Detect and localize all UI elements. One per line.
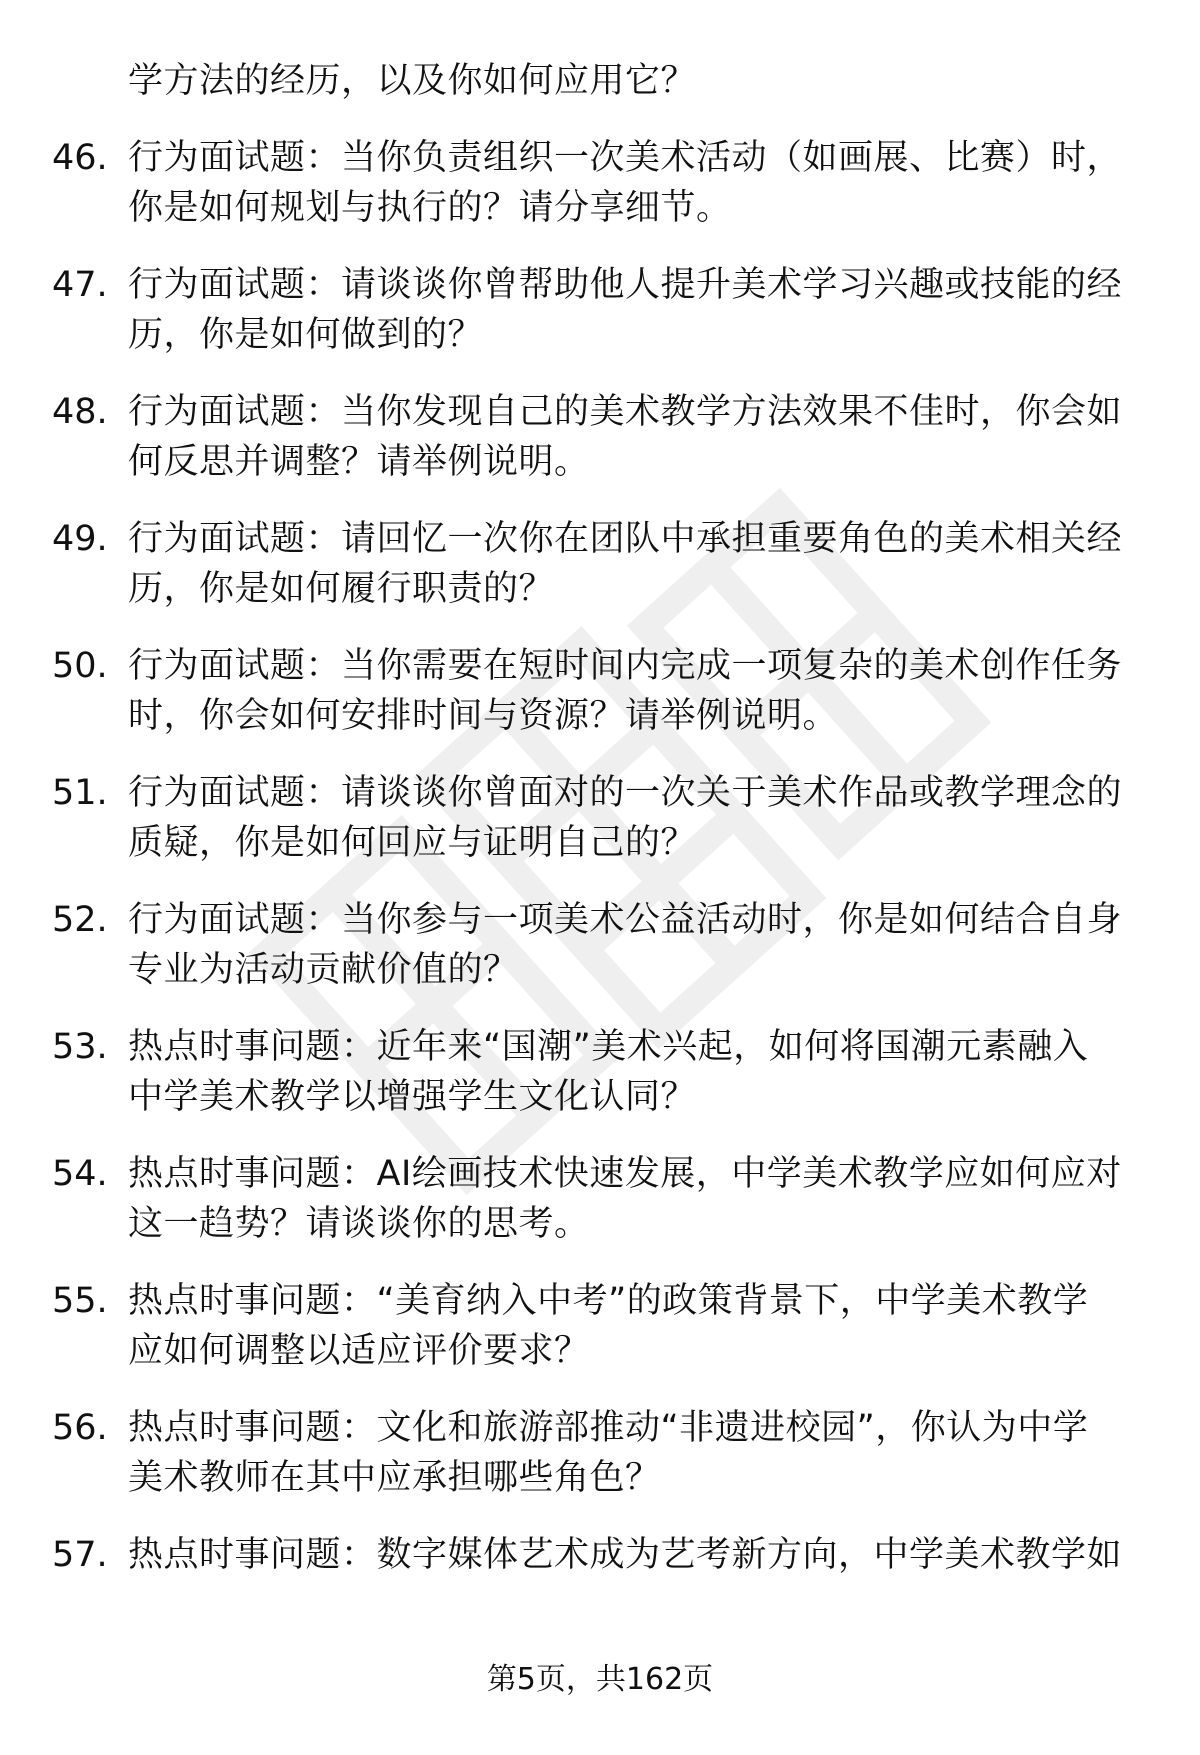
question-line: 质疑，你是如何回应与证明自己的？ [128, 823, 697, 863]
question-item [52, 1530, 1142, 1580]
question-line: 这一趋势？请谈谈你的思考。 [128, 1204, 590, 1244]
continuation-line: 学方法的经历，以及你如何应用它？ [128, 61, 697, 101]
question-text [128, 895, 1142, 995]
question-line: 美术教师在其中应承担哪些角色？ [128, 1458, 661, 1498]
question-line: 行为面试题：当你发现自己的美术教学方法效果不佳时，你会如 [128, 392, 1123, 432]
question-number: 54. [52, 1154, 108, 1194]
question-number: 52. [52, 900, 108, 940]
question-line: 行为面试题：当你需要在短时间内完成一项复杂的美术创作任务 [128, 646, 1123, 686]
question-text [128, 260, 1142, 360]
question-number: 56. [52, 1408, 108, 1448]
question-number: 57. [52, 1535, 108, 1575]
question-number: 51. [52, 773, 108, 813]
question-item [52, 387, 1142, 487]
question-line: 历，你是如何履行职责的？ [128, 569, 555, 609]
question-line: 专业为活动贡献价值的？ [128, 950, 519, 990]
question-item [52, 1022, 1142, 1122]
question-item [52, 1276, 1142, 1376]
question-text [128, 1530, 1142, 1580]
question-item [52, 133, 1142, 233]
question-line: 应如何调整以适应评价要求？ [128, 1331, 590, 1371]
question-line: 热点时事问题：AI绘画技术快速发展，中学美术教学应如何应对 [128, 1154, 1122, 1194]
question-item [52, 514, 1142, 614]
question-text [128, 514, 1142, 614]
question-list [52, 133, 1142, 1580]
question-number: 46. [52, 138, 108, 178]
question-line: 行为面试题：请回忆一次你在团队中承担重要角色的美术相关经 [128, 519, 1123, 559]
question-line: 热点时事问题：文化和旅游部推动“非遗进校园”，你认为中学 [128, 1408, 1089, 1448]
question-line: 行为面试题：当你参与一项美术公益活动时，你是如何结合自身 [128, 900, 1123, 940]
question-text [128, 133, 1142, 233]
question-text [128, 1276, 1142, 1376]
question-item [52, 1149, 1142, 1249]
question-item [52, 768, 1142, 868]
question-line: 你是如何规划与执行的？请分享细节。 [128, 188, 732, 228]
question-line: 行为面试题：请谈谈你曾面对的一次关于美术作品或教学理念的 [128, 773, 1123, 813]
question-item [52, 641, 1142, 741]
question-number: 47. [52, 265, 108, 305]
question-number: 50. [52, 646, 108, 686]
question-line: 何反思并调整？请举例说明。 [128, 442, 590, 482]
question-line: 时，你会如何安排时间与资源？请举例说明。 [128, 696, 839, 736]
question-text [128, 641, 1142, 741]
question-item [52, 260, 1142, 360]
question-number: 49. [52, 519, 108, 559]
question-item [52, 1403, 1142, 1503]
question-text [128, 1403, 1142, 1503]
question-line: 热点时事问题：数字媒体艺术成为艺考新方向，中学美术教学如 [128, 1535, 1123, 1575]
question-item [52, 895, 1142, 995]
question-line: 热点时事问题：近年来“国潮”美术兴起，如何将国潮元素融入 [128, 1027, 1089, 1067]
question-number: 53. [52, 1027, 108, 1067]
question-text [128, 387, 1142, 487]
question-text [128, 768, 1142, 868]
question-number: 55. [52, 1281, 108, 1321]
question-line: 中学美术教学以增强学生文化认同？ [128, 1077, 697, 1117]
page-footer: 第5页，共162页 [486, 1662, 714, 1697]
question-text [128, 1149, 1142, 1249]
question-line: 行为面试题：当你负责组织一次美术活动（如画展、比赛）时， [128, 138, 1123, 178]
question-line: 热点时事问题：“美育纳入中考”的政策背景下，中学美术教学 [128, 1281, 1089, 1321]
question-line: 历，你是如何做到的？ [128, 315, 484, 355]
question-number: 48. [52, 392, 108, 432]
question-text [128, 1022, 1142, 1122]
question-line: 行为面试题：请谈谈你曾帮助他人提升美术学习兴趣或技能的经 [128, 265, 1123, 305]
question-content [52, 56, 1142, 1580]
